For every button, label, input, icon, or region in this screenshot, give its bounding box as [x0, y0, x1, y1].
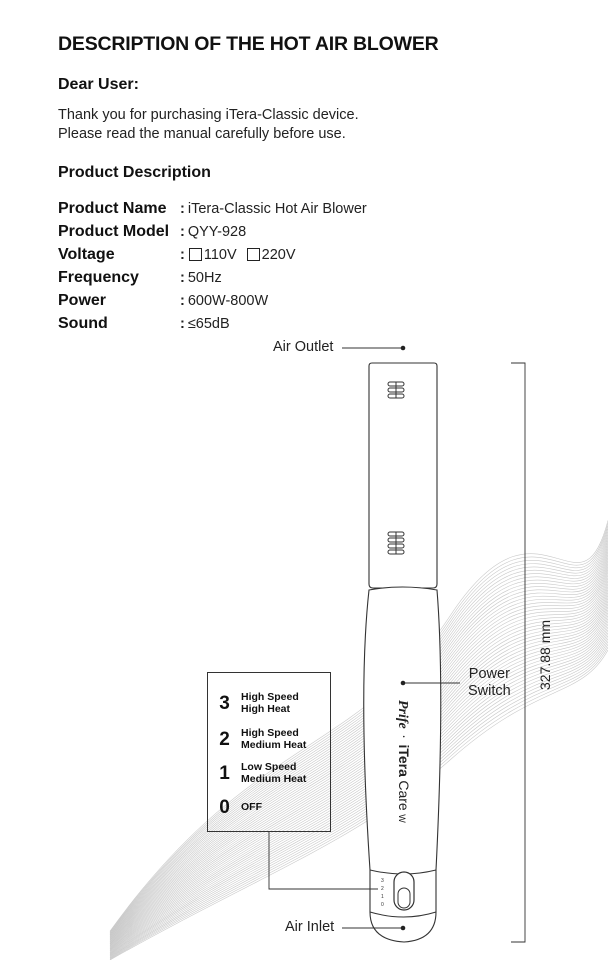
power-switch-label-line-2: Switch [468, 683, 511, 699]
spec-colon: : [180, 223, 185, 240]
switch-mark: 3 [381, 878, 384, 884]
mode-box-connector [269, 832, 378, 889]
mode-line-2: Medium Heat [241, 738, 307, 751]
mode-line-2: Medium Heat [241, 772, 307, 785]
spec-key: Frequency [58, 268, 139, 286]
mode-legend-box [207, 672, 331, 832]
mode-number: 0 [219, 797, 230, 818]
mode-line-2: High Heat [241, 702, 291, 715]
spec-colon: : [180, 269, 185, 286]
brand-separator: · [395, 734, 410, 739]
air-inlet-label: Air Inlet [285, 919, 335, 935]
spec-key: Product Name [58, 199, 167, 217]
section-title: Product Description [58, 164, 211, 181]
dimension-bracket [511, 363, 525, 942]
voltage-option: 110V [203, 246, 237, 263]
spec-value: iTera-Classic Hot Air Blower [187, 200, 367, 217]
spec-key: Sound [58, 314, 108, 332]
mode-row [208, 728, 306, 751]
brand-name-bold: iTera [396, 744, 412, 777]
spec-colon: : [180, 246, 185, 263]
mode-number: 2 [219, 728, 230, 750]
mode-number: 1 [219, 762, 230, 784]
intro-line-2: Please read the manual carefully before use. [58, 126, 346, 142]
mode-line-1: High Speed [241, 691, 299, 703]
switch-mark: 1 [381, 894, 384, 900]
spec-value: 600W-800W [187, 292, 269, 309]
spec-colon: : [180, 292, 185, 309]
power-switch-label [468, 666, 511, 700]
brand-name-tail: W [397, 814, 407, 823]
switch-mark: 0 [381, 902, 384, 908]
spec-key: Voltage [58, 245, 115, 263]
mode-row [208, 692, 299, 715]
spec-colon: : [180, 315, 185, 332]
brand-prefix: Prife [395, 700, 410, 729]
spec-value: ≤65dB [187, 315, 230, 332]
mode-row [208, 762, 306, 785]
spec-key: Power [58, 291, 107, 309]
switch-mark: 2 [381, 886, 384, 892]
length-dimension: 327.88 mm [537, 619, 553, 690]
mode-number: 3 [219, 692, 230, 714]
mode-line-1: High Speed [241, 727, 299, 739]
spec-key: Product Model [58, 222, 170, 240]
spec-value: 50Hz [187, 269, 222, 286]
svg-text:Prife · iTera [395, 700, 412, 823]
greeting: Dear User: [58, 76, 139, 93]
mode-row [208, 797, 262, 819]
brand-name-light: Care [396, 780, 412, 811]
intro-line-1: Thank you for purchasing iTera-Classic device. [58, 107, 359, 123]
air-outlet-label: Air Outlet [273, 339, 334, 355]
power-switch-label-line-1: Power [468, 666, 510, 682]
mode-line-1: Low Speed [241, 761, 297, 773]
voltage-option: 220V [261, 246, 296, 263]
page-title: DESCRIPTION OF THE HOT AIR BLOWER [58, 33, 439, 55]
spec-colon: : [180, 200, 185, 217]
spec-value: QYY-928 [187, 223, 247, 240]
mode-line-1: OFF [241, 801, 262, 814]
power-switch-slider [398, 888, 410, 908]
